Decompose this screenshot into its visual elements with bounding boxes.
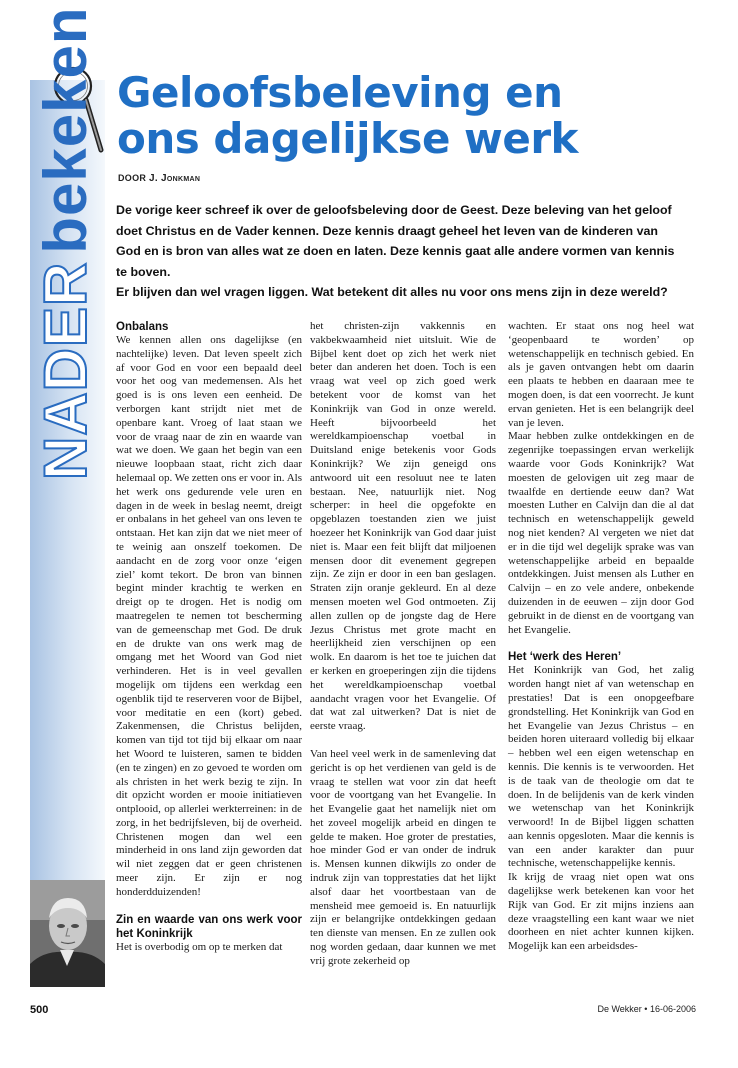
byline-author: J. Jonkman — [149, 173, 201, 184]
subheading-zin-en-waarde: Zin en waarde van ons werk voor het Koninkrijk — [116, 913, 302, 940]
body-paragraph: het christen-zijn vakkennis en vakbekwaamheid niet uitsluit. Wie de Bijbel kent doet op zich het werk niet beter dan anderen het doen. Toch is een vraag wat veel op zich goed werk betekent voor de komst van het Koninkrijk van God in onze wereld. Heeft bijvoorbeeld het wereldkampioenschap voetbal in Duitsland enige betekenis voor Gods Koninkrijk? We zijn geneigd ons antwoord uit een resoluut nee te laten bestaan. Nee, natuurlijk niet. Nog scherper: in heel die opgefokte en opgeblazen toestanden zien we juist hoezeer het Koninkrijk van God daar juist niet is. Maar een feit blijft dat miljoenen mensen door dit evenement gegrepen zijn. Ze zijn er door in een ban geslagen. Straten zijn oranje gekleurd. En al deze mensen moeten wel God ontmoeten. Zij allen zullen op de jongste dag de Here Jezus Christus met grote macht en heerlijkheid zien verschijnen op een wolk. En daarom is het toe te juichen dat er kerken en groeperingen zijn die tijdens het wereldkampioenschap voetbal aandacht vragen voor het Evangelie. Of dat wat zal uitwerken? Dat is niet de eerste vraag. — [310, 320, 496, 733]
article-title-line-2: ons dagelijkse werk — [117, 114, 578, 163]
body-paragraph: Ik krijg de vraag niet open wat ons dagelijkse werk betekenen kan voor het Rijk van God. Er zit mijns inziens aan deze vraagstelling een kant waar we niet doorheen en niet achter kunnen kijken. Mogelijk kan een arbeidsdes- — [508, 871, 694, 953]
author-portrait-image — [30, 880, 105, 987]
subheading-onbalans: Onbalans — [116, 321, 169, 333]
article-title-line-1: Geloofsbeleving en — [117, 68, 563, 117]
byline-prefix: DOOR — [118, 173, 147, 183]
page-number: 500 — [30, 1004, 49, 1016]
intro-paragraph-1: De vorige keer schreef ik over de geloofsbeleving door de Geest. Deze beleving van het geloof doet Christus en de Vader kennen. Deze kennis draagt geheel het leven van de kinderen van God en is bron van alles wat ze doen en laten. Deze kennis gaat alle andere vormen van kennis te boven. — [116, 203, 675, 279]
byline — [118, 173, 200, 184]
publication-source: De Wekker • 16-06-2006 — [597, 1004, 696, 1014]
body-paragraph: wachten. Er staat ons nog heel wat ‘geopenbaard te worden’ op wetenschappelijk en technisch gebied. En als je gaven ontvangen hebt om daarin een plaats te hebben en daaraan mee te mogen doen, is dat een voorrecht. Je kunt ervan genieten. Het is een belangrijk deel van je leven. — [508, 320, 694, 429]
body-paragraph: Van heel veel werk in de samenleving dat gericht is op het verdienen van geld is de vraag te stellen wat voor zin dat heeft voor de voortgang van het Evangelie. In het Evangelie gaat het namelijk niet om het zoveel mogelijk arbeid en dingen te gelde te maken. Hoe groter de prestaties, hoe minder God er van onder de indruk is. Mensen kunnen dikwijls zo onder de indruk zijn van topprestaties dat het lijkt alsof daar het voortbestaan van de mensheid mee gemoeid is. En natuurlijk zijn er belangrijke ontdekkingen gedaan ten dienste van mensen. En ze zullen ook nog worden gedaan, daar kunnen we met vrij grote zekerheid op — [310, 747, 496, 967]
body-column-3 — [508, 320, 694, 954]
subheading-werk-des-heren: Het ‘werk des Heren’ — [508, 651, 622, 664]
body-column-1 — [116, 320, 302, 954]
article-title — [117, 70, 578, 162]
body-paragraph: Het Koninkrijk van God, het zalig worden hangt niet af van wetenschap en prestaties! Dat is een onopgeefbare grondstelling. Het Koninkrijk van God en het Evangelie van Jezus Christus – en beiden horen uiteraard volledig bij elkaar – hebben wel een eigen wetenschap en kennis. Die kennis is te verwoorden. Het is de taak van de theologie om dat te doen. In de belijdenis van de kerk vinden we wetenschap van het Koninkrijk verwoord! In de Bijbel liggen schatten aan kennis opgesloten. Maar die kennis is van een ander karakter dan puur technische, wetenschappelijke kennis. — [508, 664, 694, 870]
body-paragraph: We kennen allen ons dagelijkse (en nachtelijke) leven. Dat leven speelt zich af voor God en voor een bepaald deel voor het oog van medemensen. Als het goed is is ons leven een eenheid. De verborgen kant strijdt niet met de openbare kant. Vroeg of laat staan we voor de vraag naar de zin en waarde van wat we doen. We gaan het begin van een nieuwe loopbaan staat, richt zich daar helemaal op. We zetten ons er voor in. Als het werk ons gedurende vele uren en dagen in de week in beslag neemt, dreigt er onbalans in het geheel van ons leven te ontstaan. Het kan zijn dat we niet meer of te weinig aan onszelf toekomen. De aandacht en de zorg voor onze ‘eigen ziel’ komt tekort. De bron van binnen begint minder krachtig te werken en dreigt op te drogen. Het is nodig om maatregelen te nemen tot bescherming van de gemeenschap met God. De druk en de drukte van ons werk mag de omgang met het Woord van God niet verhinderen. Het is in veel gevallen mogelijk om tijdens een werkdag een ogenblik tijd te reserveren voor de Bijbel, voor meditatie en een (kort) gebed. Zakenmensen, die Christus belijden, komen van tijd tot tijd bij elkaar om naar het Woord te luisteren, samen te bidden (en te zingen) en zo gevoed te worden om als christen in het werk bezig te zijn. In dit opzicht worden er mooie initiatieven ontplooid, op allerlei werkterreinen: in de zorg, in het bedrijfsleven, bij de overheid. Christenen mogen dan wel een minderheid in ons land zijn geworden dat wil niet zeggen dat er geen christenen meer zijn. Er zijn er nog honderdduizenden! — [116, 334, 302, 898]
body-paragraph: Het is overbodig om op te merken dat — [116, 940, 283, 953]
author-photo — [30, 880, 105, 987]
intro-paragraph-2: Er blijven dan wel vragen liggen. Wat betekent dit alles nu voor ons mens zijn in deze wereld? — [116, 285, 668, 299]
body-paragraph: Maar hebben zulke ontdekkingen en de zegenrijke toepassingen ervan werkelijk waarde voor Gods Koninkrijk? Wat moesten de gelovigen uit zeg maar de twaalfde en dertiende eeuw dan? Wat moesten Luther en Calvijn dan die al dat technisch en wetenschappelijk geweld nog niet kenden? Al vergeten we niet dat er in die tijd wel degelijk sprake was van wetenschappelijke arbeid en bepaalde ontdekkingen. Juist mensen als Luther en Calvijn – en zo vele andere, onbekende duizenden in de eeuwen – zijn door God gebruikt in de dienst en de voortgang van het Evangelie. — [508, 430, 694, 636]
section-label-nader: NADER — [32, 261, 99, 480]
body-column-2 — [310, 320, 496, 969]
article-intro — [116, 200, 678, 303]
section-label-bekeken: bekeken — [32, 6, 99, 254]
